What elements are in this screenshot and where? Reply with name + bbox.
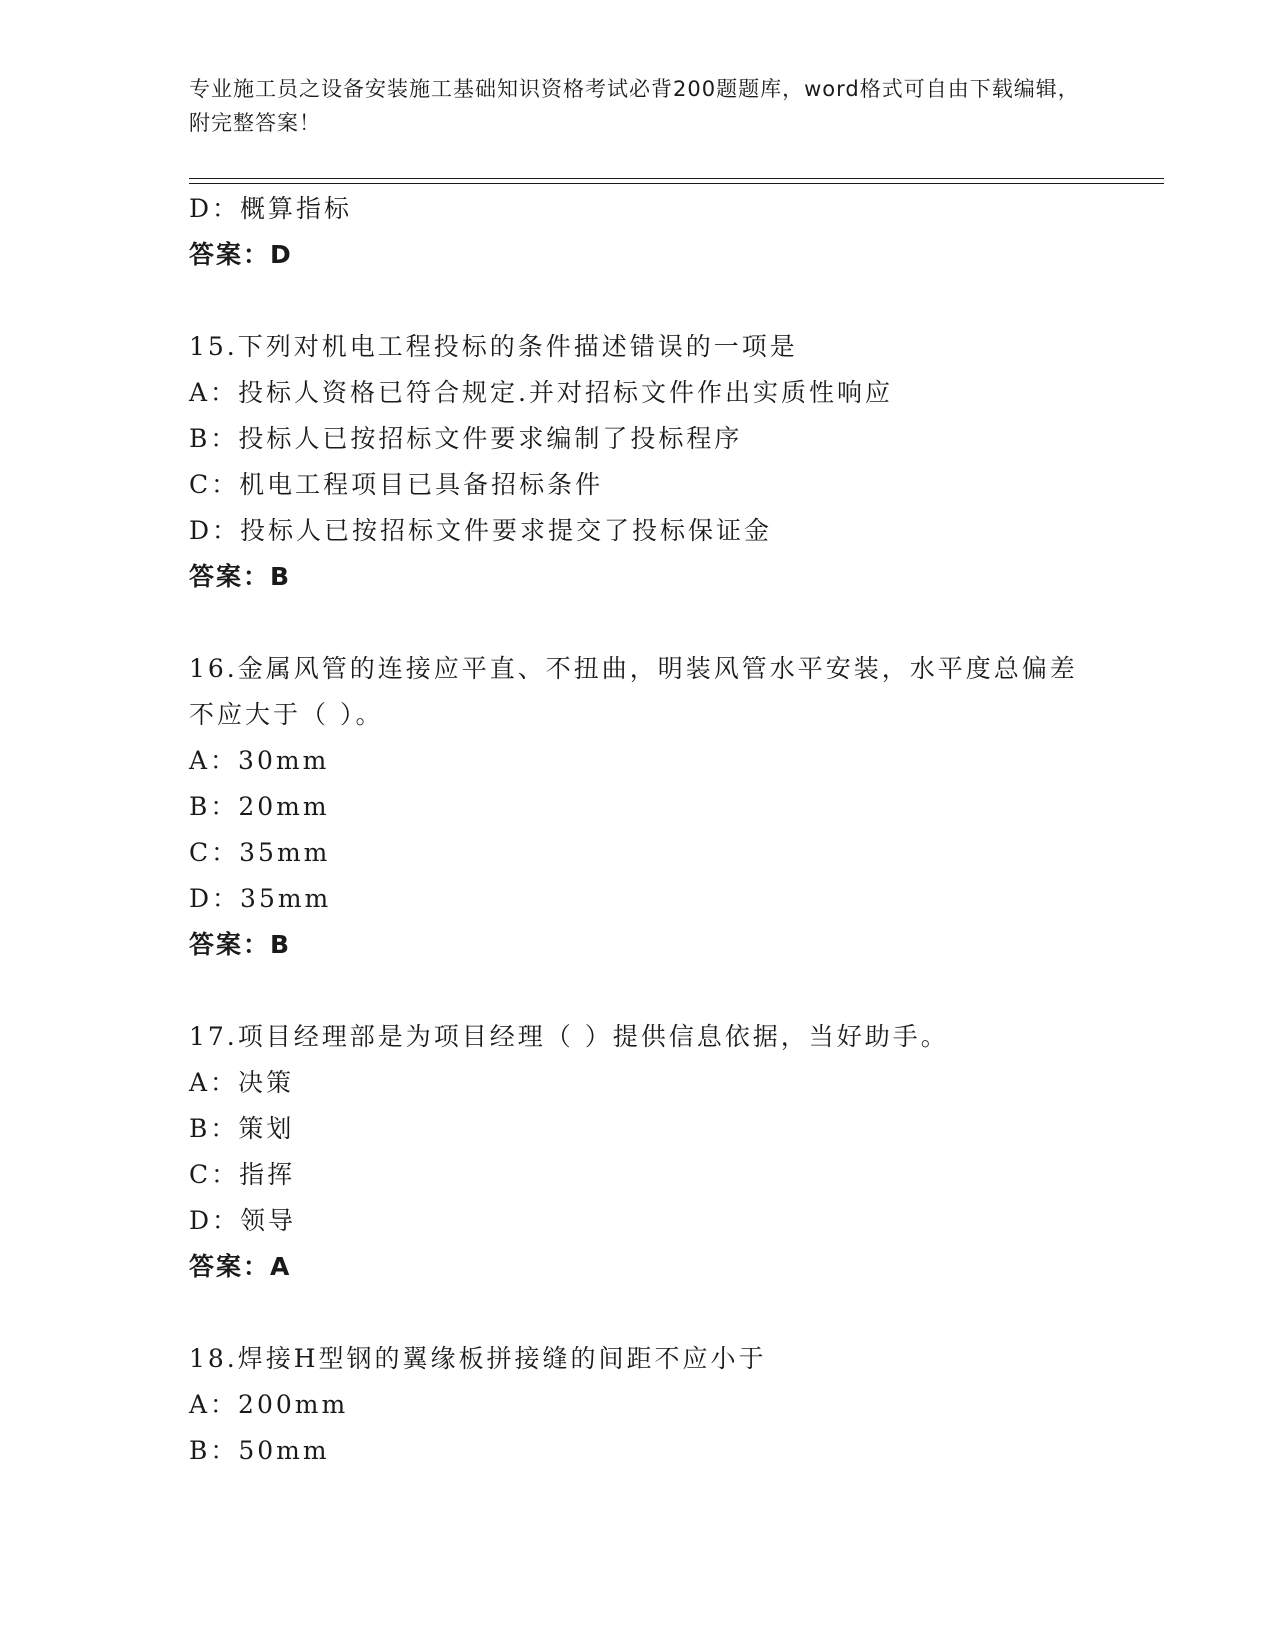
q17-answer: 答案：A bbox=[189, 1252, 292, 1281]
q15-option-d: D：投标人已按招标文件要求提交了投标保证金 bbox=[189, 516, 773, 545]
q18-stem: 18.焊接H型钢的翼缘板拼接缝的间距不应小于 bbox=[189, 1344, 767, 1373]
q16-stem: 16.金属风管的连接应平直、不扭曲，明装风管水平安装，水平度总偏差不应大于（ ）。 bbox=[189, 654, 1078, 729]
document-header: 专业施工员之设备安装施工基础知识资格考试必背200题题库，word格式可自由下载编辑，附完整答案！ bbox=[189, 77, 1080, 135]
q17-stem: 17.项目经理部是为项目经理（ ）提供信息依据，当好助手。 bbox=[189, 1022, 949, 1051]
spacer bbox=[189, 1290, 1089, 1336]
q15-option-b: B：投标人已按招标文件要求编制了投标程序 bbox=[189, 424, 743, 453]
header-rule-top bbox=[189, 178, 1164, 179]
q14-option-d: D：概算指标 bbox=[189, 194, 353, 223]
q16-answer: 答案：B bbox=[189, 930, 292, 959]
q18-option-b: B：50mm bbox=[189, 1436, 330, 1465]
q18-option-a: A：200mm bbox=[189, 1390, 349, 1419]
question-list bbox=[189, 186, 1089, 1474]
q14-answer: 答案：D bbox=[189, 240, 293, 269]
q17-option-d: D：领导 bbox=[189, 1206, 297, 1235]
q17-option-c: C：指挥 bbox=[189, 1160, 296, 1189]
q16-option-c: C：35mm bbox=[189, 838, 331, 867]
q16-option-b: B：20mm bbox=[189, 792, 330, 821]
q15-option-a: A：投标人资格已符合规定.并对招标文件作出实质性响应 bbox=[189, 378, 894, 407]
header-rule-bottom bbox=[189, 183, 1164, 184]
q15-answer: 答案：B bbox=[189, 562, 292, 591]
spacer bbox=[189, 600, 1089, 646]
q15-option-c: C：机电工程项目已具备招标条件 bbox=[189, 470, 604, 499]
q16-option-a: A：30mm bbox=[189, 746, 330, 775]
q17-option-b: B：策划 bbox=[189, 1114, 295, 1143]
spacer bbox=[189, 278, 1089, 324]
q16-option-d: D：35mm bbox=[189, 884, 332, 913]
q15-stem: 15.下列对机电工程投标的条件描述错误的一项是 bbox=[189, 332, 798, 361]
spacer bbox=[189, 968, 1089, 1014]
q17-option-a: A：决策 bbox=[189, 1068, 295, 1097]
